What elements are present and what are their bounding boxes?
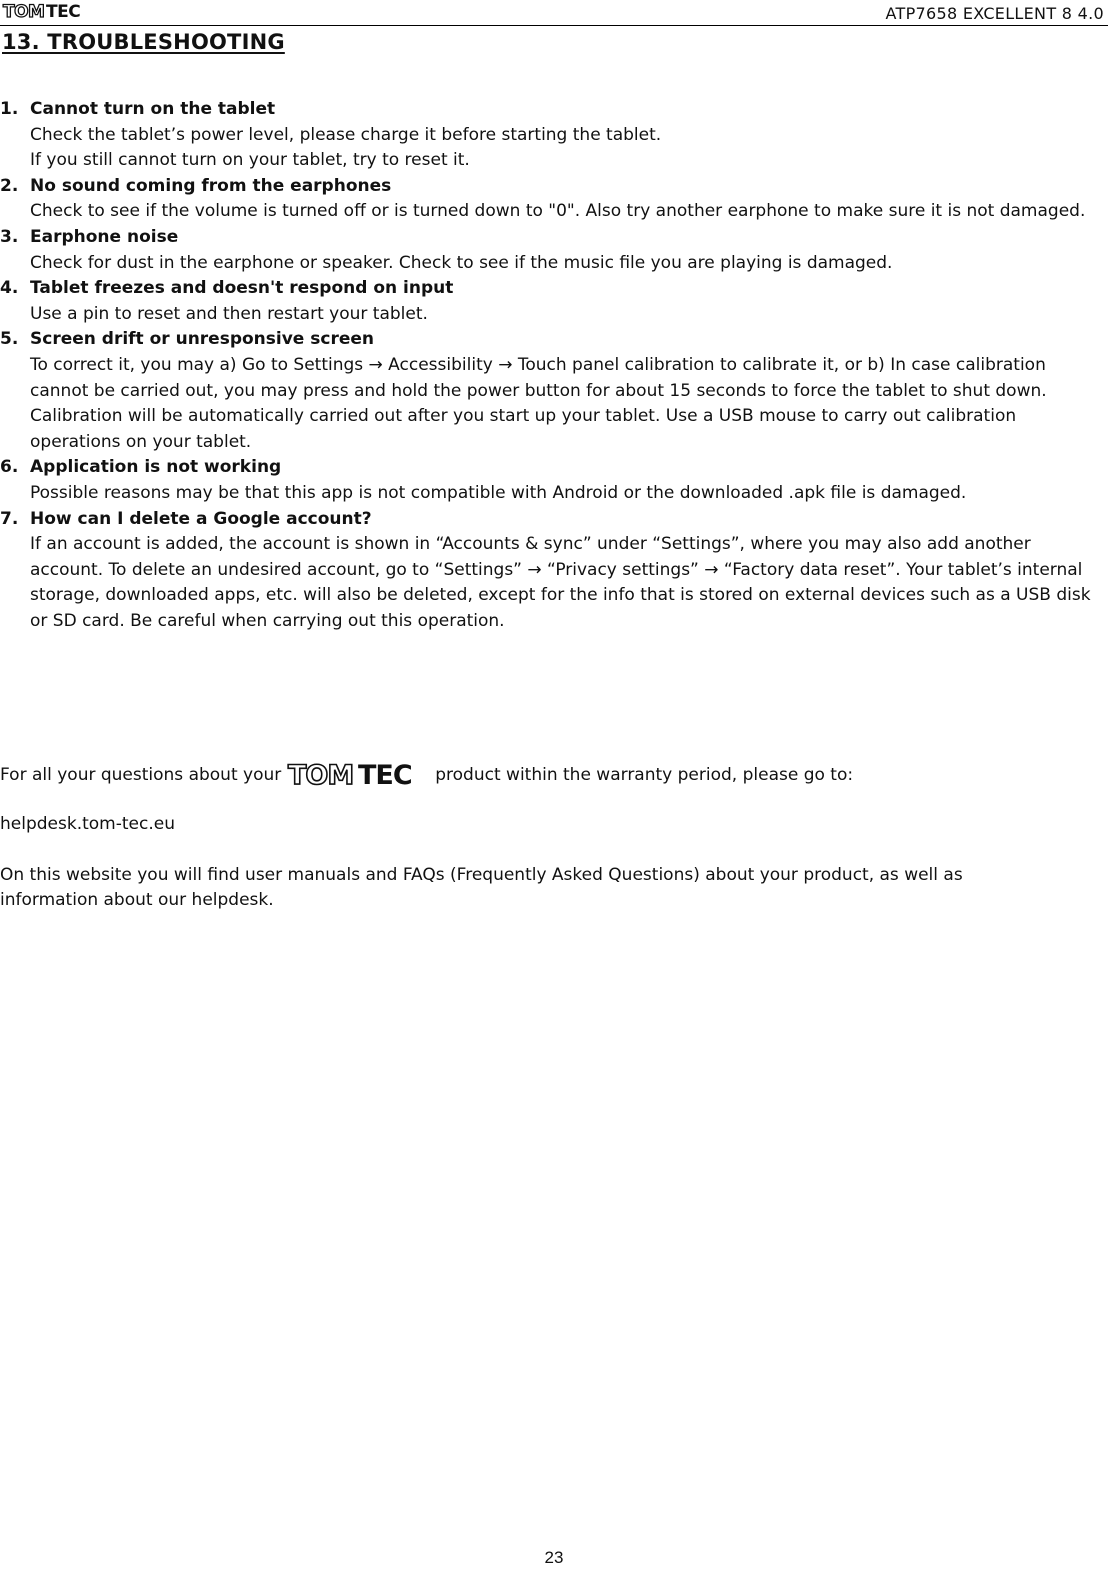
svg-text:TEC: TEC	[46, 2, 81, 21]
item-body: Possible reasons may be that this app is not compatible with Android or the downloaded .apk file is damaged.	[30, 482, 967, 503]
list-item	[0, 276, 1095, 327]
item-title: Cannot turn on the tablet	[30, 99, 276, 119]
item-title: No sound coming from the earphones	[30, 175, 392, 196]
svg-text:TOM: TOM	[288, 760, 354, 790]
list-item	[0, 507, 1095, 635]
item-body: If an account is added, the account is shown in “Accounts & sync” under “Settings”, where you may also add another account. To delete an undesired account, go to “Settings” → “Privacy settings” → “Factory data reset”. Your tablet’s internal storage, downloaded apps, etc. will also be deleted, except for the info that is stored on external devices such as a USB disk or SD card. Be careful when carrying out this operation.	[30, 534, 1091, 631]
support-lead-text: For all your questions about your	[0, 764, 282, 785]
item-number: 5.	[0, 329, 19, 350]
helpdesk-link[interactable]: helpdesk.tom-tec.eu	[0, 814, 175, 834]
item-title: Application is not working	[30, 457, 282, 478]
svg-text:TOM: TOM	[3, 2, 45, 21]
page-title: 13. TROUBLESHOOTING	[2, 30, 285, 54]
troubleshooting-list	[0, 97, 1095, 634]
item-number: 4.	[0, 278, 19, 299]
item-body: Check the tablet’s power level, please charge it before starting the tablet. If you still cannot turn on your tablet, try to reset it.	[30, 124, 662, 171]
tomtec-logo	[2, 1, 90, 21]
tomtec-logo-graphic	[2, 1, 90, 21]
support-section	[0, 760, 1095, 913]
item-number: 2.	[0, 175, 19, 196]
tomtec-inline-logo-graphic	[287, 760, 429, 790]
page-number: 23	[544, 1548, 564, 1567]
header-model-label: ATP7658 EXCELLENT 8 4.0	[885, 4, 1104, 23]
item-title: Tablet freezes and doesn't respond on input	[30, 278, 454, 299]
item-number: 1.	[0, 99, 19, 119]
item-body: Check to see if the volume is turned off or is turned down to "0". Also try another earphone to make sure it is not damaged.	[30, 201, 1086, 222]
item-number: 6.	[0, 457, 19, 478]
item-title: Screen drift or unresponsive screen	[30, 329, 374, 350]
support-note: On this website you will find user manuals and FAQs (Frequently Asked Questions) about your product, as well as information about our helpdesk.	[0, 865, 963, 910]
list-item	[0, 225, 1095, 276]
support-line	[0, 760, 1095, 790]
item-title: Earphone noise	[30, 226, 179, 247]
list-item	[0, 97, 1095, 174]
list-item	[0, 455, 1095, 506]
tomtec-inline-logo	[287, 760, 429, 790]
item-body: Check for dust in the earphone or speaker. Check to see if the music file you are playing is damaged.	[30, 252, 893, 273]
item-number: 3.	[0, 226, 19, 247]
item-body: To correct it, you may a) Go to Settings → Accessibility → Touch panel calibration to calibrate it, or b) In case calibration cannot be carried out, you may press and hold the power button for about 15 seconds to force the tablet to shut down. Calibration will be automatically carried out after you start up your tablet. Use a USB mouse to carry out calibration operations on your tablet.	[30, 354, 1047, 452]
item-number: 7.	[0, 508, 19, 529]
list-item	[0, 327, 1095, 455]
svg-text:TEC: TEC	[358, 760, 412, 790]
item-body: Use a pin to reset and then restart your tablet.	[30, 303, 428, 324]
page-header	[0, 0, 1108, 26]
support-trail-text: product within the warranty period, please go to:	[435, 764, 854, 785]
item-title: How can I delete a Google account?	[30, 508, 372, 529]
list-item	[0, 174, 1095, 225]
